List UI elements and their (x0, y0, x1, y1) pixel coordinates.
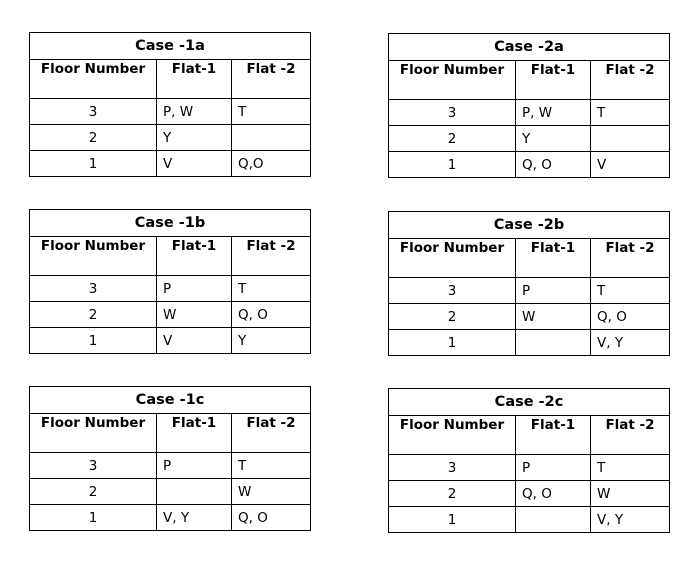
floor-number-header: Floor Number (30, 60, 157, 99)
case-title: Case -2c (389, 389, 670, 416)
flat-2-header: Flat -2 (591, 416, 670, 455)
floor-cell: 1 (30, 151, 157, 177)
floor-cell: 2 (30, 479, 157, 505)
flat-1-cell: P (157, 453, 232, 479)
case-table-2b (388, 211, 670, 356)
case-title: Case -1c (30, 387, 311, 414)
flat-2-header: Flat -2 (232, 237, 311, 276)
flat-2-cell: T (591, 455, 670, 481)
flat-2-cell: V, Y (591, 507, 670, 533)
floor-cell: 1 (389, 152, 516, 178)
case-table-2a (388, 33, 670, 178)
flat-2-cell: Y (232, 328, 311, 354)
table-row (389, 507, 670, 533)
table-row (389, 304, 670, 330)
case-title: Case -2b (389, 212, 670, 239)
table-row (30, 151, 311, 177)
floor-cell: 1 (389, 507, 516, 533)
flat-2-cell: V, Y (591, 330, 670, 356)
flat-2-cell: T (232, 99, 311, 125)
flat-2-cell (591, 126, 670, 152)
flat-1-header: Flat-1 (157, 237, 232, 276)
floor-number-header: Floor Number (389, 239, 516, 278)
flat-1-cell: V (157, 328, 232, 354)
floor-number-header: Floor Number (30, 237, 157, 276)
case-title: Case -1a (30, 33, 311, 60)
table-row (30, 125, 311, 151)
floor-number-header: Floor Number (389, 61, 516, 100)
floor-number-header: Floor Number (30, 414, 157, 453)
flat-1-header: Flat-1 (516, 61, 591, 100)
flat-1-cell: W (516, 304, 591, 330)
table-row (30, 276, 311, 302)
floor-cell: 3 (389, 100, 516, 126)
table-row (30, 453, 311, 479)
flat-1-cell: P (157, 276, 232, 302)
flat-1-cell: P, W (157, 99, 232, 125)
flat-1-header: Flat-1 (157, 60, 232, 99)
case-table-1b (29, 209, 311, 354)
flat-1-cell: Q, O (516, 481, 591, 507)
flat-2-cell: Q, O (591, 304, 670, 330)
case-table-2c (388, 388, 670, 533)
floor-cell: 2 (30, 125, 157, 151)
case-table-1a (29, 32, 311, 177)
flat-1-header: Flat-1 (516, 416, 591, 455)
table-row (389, 330, 670, 356)
case-title: Case -2a (389, 34, 670, 61)
flat-2-header: Flat -2 (232, 414, 311, 453)
flat-1-cell: Q, O (516, 152, 591, 178)
floor-cell: 2 (30, 302, 157, 328)
flat-1-cell (157, 479, 232, 505)
flat-1-cell: V, Y (157, 505, 232, 531)
floor-cell: 1 (30, 505, 157, 531)
case-table-1c (29, 386, 311, 531)
flat-2-cell: Q, O (232, 302, 311, 328)
flat-2-cell: Q,O (232, 151, 311, 177)
floor-cell: 3 (30, 99, 157, 125)
flat-2-header: Flat -2 (591, 239, 670, 278)
flat-2-cell: W (232, 479, 311, 505)
flat-1-cell: P, W (516, 100, 591, 126)
flat-1-header: Flat-1 (516, 239, 591, 278)
flat-2-cell: T (232, 276, 311, 302)
flat-2-cell: Q, O (232, 505, 311, 531)
flat-1-cell: Y (516, 126, 591, 152)
flat-1-cell: Y (157, 125, 232, 151)
flat-2-cell: W (591, 481, 670, 507)
floor-cell: 3 (30, 453, 157, 479)
table-row (30, 302, 311, 328)
floor-cell: 1 (389, 330, 516, 356)
flat-2-cell: T (591, 278, 670, 304)
flat-1-cell (516, 507, 591, 533)
flat-2-cell: T (591, 100, 670, 126)
floor-cell: 3 (30, 276, 157, 302)
flat-2-header: Flat -2 (591, 61, 670, 100)
flat-1-cell: P (516, 455, 591, 481)
table-row (30, 99, 311, 125)
table-row (389, 455, 670, 481)
case-title: Case -1b (30, 210, 311, 237)
flat-2-cell: V (591, 152, 670, 178)
table-row (389, 152, 670, 178)
table-row (389, 278, 670, 304)
flat-1-cell: P (516, 278, 591, 304)
table-row (389, 481, 670, 507)
table-row (30, 505, 311, 531)
floor-number-header: Floor Number (389, 416, 516, 455)
flat-1-cell: V (157, 151, 232, 177)
floor-cell: 2 (389, 304, 516, 330)
floor-cell: 2 (389, 126, 516, 152)
flat-1-cell (516, 330, 591, 356)
flat-2-header: Flat -2 (232, 60, 311, 99)
floor-cell: 1 (30, 328, 157, 354)
table-row (30, 328, 311, 354)
floor-cell: 3 (389, 278, 516, 304)
table-row (30, 479, 311, 505)
flat-1-header: Flat-1 (157, 414, 232, 453)
table-row (389, 100, 670, 126)
floor-cell: 3 (389, 455, 516, 481)
floor-cell: 2 (389, 481, 516, 507)
table-row (389, 126, 670, 152)
flat-2-cell: T (232, 453, 311, 479)
flat-2-cell (232, 125, 311, 151)
flat-1-cell: W (157, 302, 232, 328)
